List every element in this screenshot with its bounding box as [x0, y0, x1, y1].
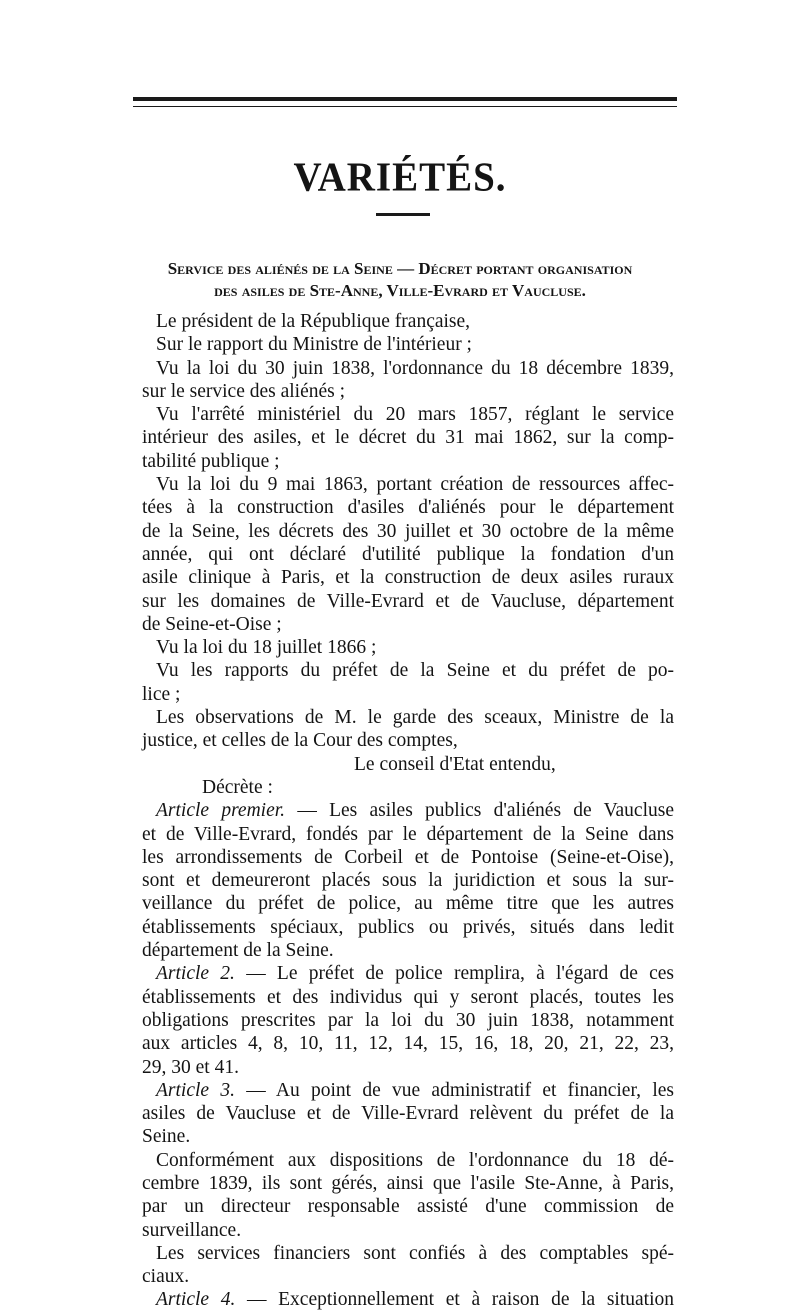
text-line: Sur le rapport du Ministre de l'intérieur ; — [156, 334, 472, 356]
text-line: asiles de Vaucluse et de Ville-Evrard relèvent du préfet de la — [142, 1103, 674, 1125]
text-line: Les observations de M. le garde des sceaux, Ministre de la — [156, 707, 674, 729]
article-1-line — [142, 799, 674, 822]
text-line: et de Ville-Evrard, fondés par le département de la Seine dans — [142, 823, 674, 845]
text-line: Les services financiers sont confiés à des comptables spé- — [156, 1242, 674, 1264]
article-3-line — [142, 1079, 674, 1102]
text-line: Vu la loi du 30 juin 1838, l'ordonnance du 18 décembre 1839, — [156, 357, 674, 379]
text-line: établissements et des individus qui y seront placés, toutes les — [142, 986, 674, 1008]
article-label: Article 4. — [156, 1289, 236, 1311]
text-line: sur les domaines de Ville-Evrard et de Vaucluse, département — [142, 590, 674, 612]
text-line: Seine. — [142, 1126, 191, 1148]
title-separator-rule — [376, 213, 430, 216]
top-double-rule-thick — [133, 97, 677, 101]
text-fragment: — Au point de vue administratif et financier, les — [246, 1079, 674, 1101]
text-fragment: — Les asiles publics d'aliénés de Vaucluse — [297, 800, 675, 822]
text-line: Le président de la République française, — [156, 311, 471, 332]
text-line: lice ; — [142, 683, 181, 705]
section-heading-line-1: Service des aliénés de la Seine — Décret portant organisation — [167, 259, 633, 278]
text-line: justice, et celles de la Cour des comptes, — [142, 730, 458, 752]
text-line: obligations prescrites par la loi du 30 juin 1838, notamment — [142, 1009, 674, 1031]
text-line: Vu les rapports du préfet de la Seine et du préfet de po- — [156, 660, 674, 682]
section-heading-line-2: des asiles de Ste-Anne, Ville-Evrard et Vaucluse. — [214, 281, 586, 300]
text-line: veillance du préfet de police, au même titre que les autres — [142, 893, 674, 915]
text-line: cembre 1839, ils sont gérés, ainsi que l'asile Ste-Anne, à Paris, — [142, 1172, 674, 1194]
text-line: asile clinique à Paris, et la construction de deux asiles ruraux — [142, 567, 674, 589]
text-line: sur le service des aliénés ; — [142, 380, 346, 402]
text-fragment: — Le préfet de police remplira, à l'égard de ces — [246, 963, 675, 985]
text-fragment: — Exceptionnellement et à raison de la situation — [247, 1289, 675, 1311]
text-line: 29, 30 et 41. — [142, 1056, 239, 1078]
article-label: Article 2. — [156, 963, 235, 985]
text-line: de Seine-et-Oise ; — [142, 613, 282, 635]
text-line: les arrondissements de Corbeil et de Pontoise (Seine-et-Oise), — [142, 846, 674, 868]
text-line: intérieur des asiles, et le décret du 31 mai 1862, sur la comp- — [142, 427, 674, 449]
text-line: sont et demeureront placés sous la juridiction et sous la sur- — [142, 870, 674, 892]
text-line: par un directeur responsable assisté d'une commission de — [142, 1196, 674, 1218]
article-4-line — [142, 1288, 674, 1311]
decree-body — [142, 310, 674, 1312]
page-title: VARIÉTÉS. — [293, 154, 507, 201]
text-line: année, qui ont déclaré d'utilité publique la fondation d'un — [142, 543, 674, 565]
article-label: Article premier. — [156, 800, 286, 822]
text-line: Conformément aux dispositions de l'ordonnance du 18 dé- — [156, 1149, 674, 1171]
text-line: Le conseil d'Etat entendu, — [354, 753, 556, 775]
top-double-rule-thin — [133, 106, 677, 107]
text-line: surveillance. — [142, 1219, 242, 1241]
text-line: aux articles 4, 8, 10, 11, 12, 14, 15, 16, 18, 20, 21, 22, 23, — [142, 1033, 674, 1055]
text-line: Décrète : — [202, 776, 273, 798]
text-line: tabilité publique ; — [142, 450, 280, 472]
text-line: Vu la loi du 18 juillet 1866 ; — [156, 637, 377, 659]
article-label: Article 3. — [156, 1079, 235, 1101]
text-line: Vu la loi du 9 mai 1863, portant création de ressources affec- — [156, 474, 674, 496]
text-line: Vu l'arrêté ministériel du 20 mars 1857, réglant le service — [156, 404, 674, 426]
article-2-line — [142, 962, 674, 985]
text-line: ciaux. — [142, 1266, 190, 1288]
text-line: de la Seine, les décrets des 30 juillet et 30 octobre de la même — [142, 520, 674, 542]
text-line: établissements spéciaux, publics ou privés, situés dans ledit — [142, 916, 674, 938]
text-line: tées à la construction d'asiles d'aliénés pour le département — [142, 497, 674, 519]
text-line: département de la Seine. — [142, 940, 334, 962]
